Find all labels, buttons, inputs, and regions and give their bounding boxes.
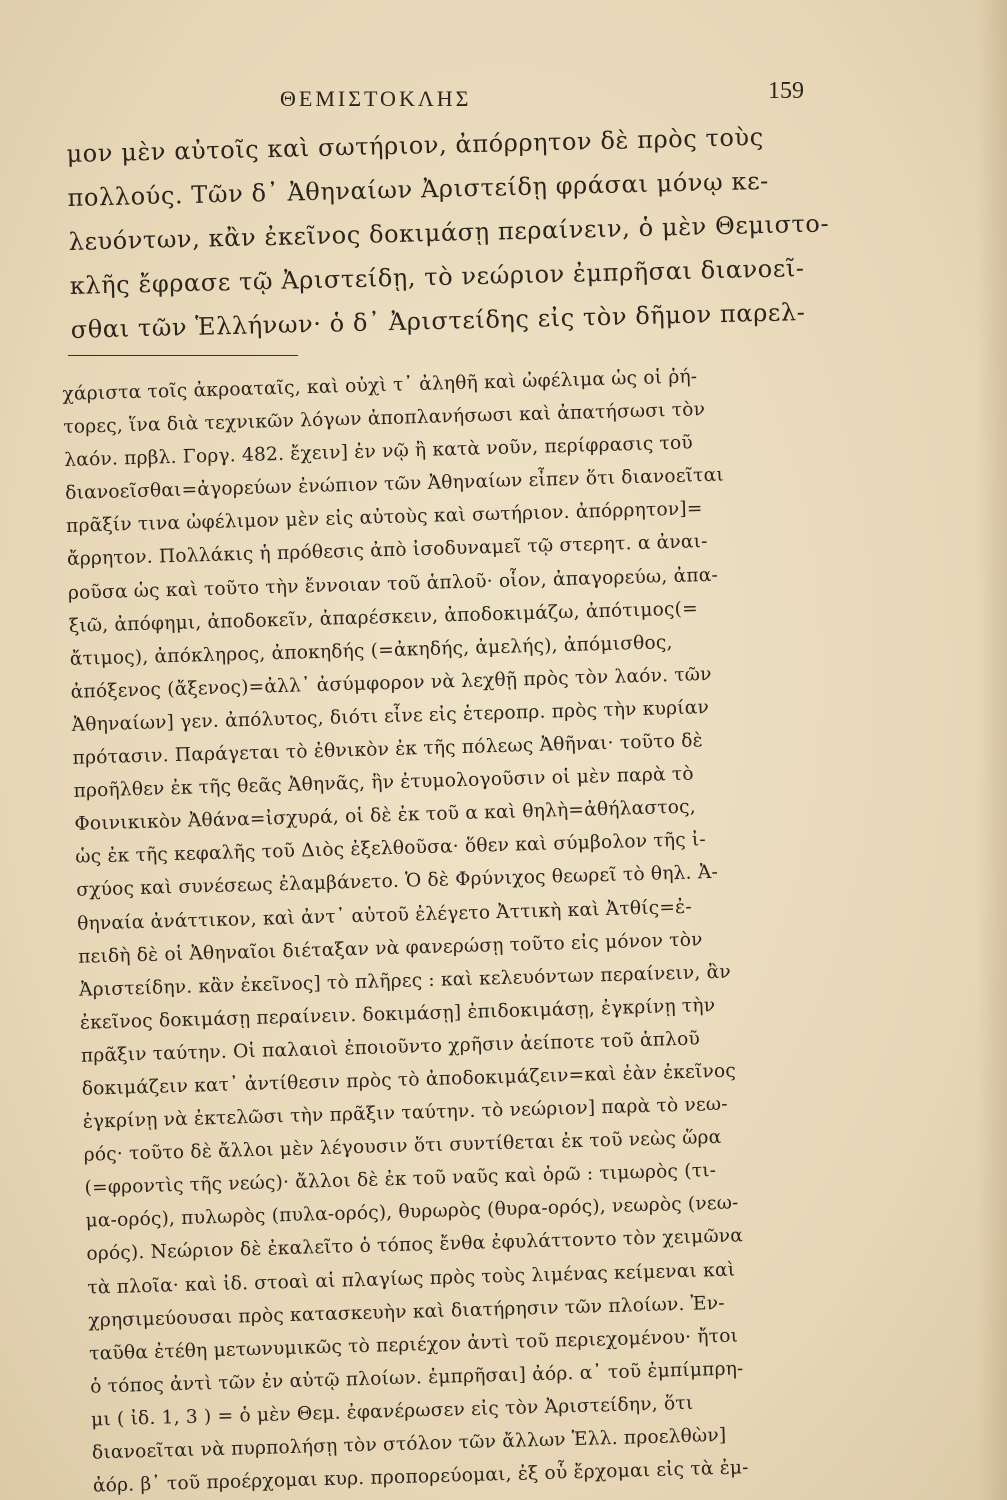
note-line: ξιῶ, ἀπόφημι, ἀποδοκεῖν, ἀπαρέσκειν, ἀποδοκιμάζω, ἀπότιμος(=: [68, 597, 699, 637]
note-line: προῆλθεν ἐκ τῆς θεᾶς Ἀθηνᾶς, ἣν ἐτυμολογοῦσιν οἱ μὲν παρὰ τὸ: [73, 763, 695, 802]
note-line: ἀπόξενος (ἄξενος)=ἀλλ᾽ ἀσύμφορον νὰ λεχθῇ πρὸς τὸν λαόν. τῶν: [70, 663, 712, 703]
main-text-line: λευόντων, κἂν ἐκεῖνος δοκιμάσῃ περαίνειν, ὁ μὲν Θεμιστο-: [68, 209, 830, 256]
note-line: (=φροντὶς τῆς νεώς)· ἄλλοι δὲ ἐκ τοῦ ναῦς καὶ ὁρῶ : τιμωρὸς (τι-: [84, 1160, 717, 1199]
note-line: ἀόρ. β᾽ τοῦ προέρχομαι κυρ. προπορεύομαι, ἐξ οὗ ἔρχομαι εἰς τὰ ἐμ-: [92, 1457, 749, 1497]
main-text-line: σθαι τῶν Ἑλλήνων· ὁ δ᾽ Ἀριστείδης εἰς τὸν δῆμον παρελ-: [70, 297, 806, 344]
main-text-line: μον μὲν αὐτοῖς καὶ σωτήριον, ἀπόρρητον δὲ πρὸς τοὺς: [66, 122, 764, 168]
note-line: Φοινικικὸν Ἀθάνα=ἰσχυρά, οἱ δὲ ἐκ τοῦ α καὶ θηλὴ=ἀθήλαστος,: [74, 796, 697, 836]
note-line: ορός). Νεώριον δὲ ἐκαλεῖτο ὁ τόπος ἔνθα ἐφυλάττοντο τὸν χειμῶνα: [86, 1225, 744, 1266]
note-line: ἄτιμος), ἀπόκληρος, ἀποκηδής (=ἀκηδής, ἀμελής), ἀπόμισθος,: [69, 631, 673, 670]
note-line: ἄρρητον. Πολλάκις ἡ πρόθεσις ἀπὸ ἰσοδυναμεῖ τῷ στερητ. α ἀναι-: [66, 531, 708, 571]
main-text: [66, 114, 830, 352]
note-line: πρᾶξίν τινα ὠφέλιμον μὲν εἰς αὐτοὺς καὶ σωτήριον. ἀπόρρητον]=: [65, 498, 703, 538]
note-line: ρός· τοῦτο δὲ ἄλλοι μὲν λέγουσιν ὅτι συντίθεται ἐκ τοῦ νεὼς ὥρα: [83, 1127, 722, 1166]
note-line: χάριστα τοῖς ἀκροαταῖς, καὶ οὐχὶ τ᾽ ἀληθῆ καὶ ὠφέλιμα ὡς οἱ ῥή-: [62, 366, 698, 405]
note-line: Ἀριστείδην. κἂν ἐκεῖνος] τὸ πλῆρες : καὶ κελευόντων περαίνειν, ἂν: [78, 961, 732, 1001]
note-line: ἐγκρίνῃ νὰ ἐκτελῶσι τὴν πρᾶξιν ταύτην. τὸ νεώριον] παρὰ τὸ νεω-: [82, 1093, 728, 1133]
running-title: ΘΕΜΙΣΤΟΚΛΗΣ: [280, 86, 472, 111]
commentary-notes: [62, 357, 828, 1500]
note-line: ἐκεῖνος δοκιμάσῃ περαίνειν. δοκιμάσῃ] ἐπιδοκιμάσῃ, ἐγκρίνῃ τὴν: [79, 994, 716, 1034]
main-text-line: κλῆς ἔφρασε τῷ Ἀριστείδῃ, τὸ νεώριον ἐμπρῆσαι διανοεῖ-: [69, 254, 805, 300]
note-line: λαόν. πρβλ. Γοργ. 482. ἔχειν] ἐν νῷ ἢ κατὰ νοῦν, περίφρασις τοῦ: [64, 432, 694, 472]
note-line: ροῦσα ὡς καὶ τοῦτο τὴν ἔννοιαν τοῦ ἁπλοῦ· οἷον, ἀπαγορεύω, ἀπα-: [67, 564, 719, 604]
note-line: δοκιμάζειν κατ᾽ ἀντίθεσιν πρὸς τὸ ἀποδοκιμάζειν=καὶ ἐὰν ἐκεῖνος: [81, 1060, 737, 1100]
note-line: ὡς ἐκ τῆς κεφαλῆς τοῦ Διὸς ἐξελθοῦσα· ὅθεν καὶ σύμβολον τῆς ἰ-: [75, 829, 707, 869]
note-line: πειδὴ δὲ οἱ Ἀθηναῖοι διέταξαν νὰ φανερώσῃ τοῦτο εἰς μόνον τὸν: [77, 928, 703, 968]
note-line: διανοεῖται νὰ πυρπολήσῃ τὸν στόλον τῶν ἄλλων Ἑλλ. προελθὼν]: [91, 1424, 727, 1464]
note-line: πρότασιν. Παράγεται τὸ ἐθνικὸν ἐκ τῆς πόλεως Ἀθῆναι· τοῦτο δὲ: [72, 730, 704, 769]
note-line: μι ( ἰδ. 1, 3 ) = ὁ μὲν Θεμ. ἐφανέρωσεν εἰς τὸν Ἀριστείδην, ὅτι: [90, 1392, 694, 1431]
note-line: θηναία ἀνάττικον, καὶ ἀντ᾽ αὐτοῦ ἐλέγετο Ἀττικὴ καὶ Ἀτθίς=ἐ-: [76, 896, 693, 935]
note-line: τὰ πλοῖα· καὶ ἰδ. στοαὶ αἱ πλαγίως πρὸς τοὺς λιμένας κείμεναι καὶ: [87, 1259, 736, 1299]
note-line: Ἀθηναίων] γεν. ἀπόλυτος, διότι εἶνε εἰς ἑτεροπρ. πρὸς τὴν κυρίαν: [71, 697, 710, 736]
footnote-rule: [68, 355, 298, 356]
note-line: χρησιμεύουσαι πρὸς κατασκευὴν καὶ διατήρησιν τῶν πλοίων. Ἐν-: [88, 1292, 725, 1332]
page-edge-shade: [977, 0, 1007, 1500]
note-line: τορες, ἵνα διὰ τεχνικῶν λόγων ἀποπλανήσωσι καὶ ἀπατήσωσι τὸν: [63, 399, 706, 439]
note-line: ὁ τόπος ἀντὶ τῶν ἐν αὐτῷ πλοίων. ἐμπρῆσαι] ἀόρ. α᾽ τοῦ ἐμπίμπρη-: [89, 1358, 744, 1398]
note-line: σχύος καὶ συνέσεως ἐλαμβάνετο. Ὁ δὲ Φρύνιχος θεωρεῖ τὸ θηλ. Ἀ-: [76, 862, 719, 902]
note-line: διανοεῖσθαι=ἀγορεύων ἐνώπιον τῶν Ἀθηναίων εἶπεν ὅτι διανοεῖται: [64, 464, 725, 505]
note-line: πρᾶξιν ταύτην. Οἱ παλαιοὶ ἐποιοῦντο χρῆσιν ἀείποτε τοῦ ἁπλοῦ: [80, 1028, 701, 1067]
note-line: ταῦθα ἐτέθη μετωνυμικῶς τὸ περιέχον ἀντὶ τοῦ περιεχομένου· ἤτοι: [88, 1325, 739, 1365]
page-number: 159: [768, 78, 804, 104]
note-line: μα-ορός), πυλωρὸς (πυλα-ορός), θυρωρὸς (θυρα-ορός), νεωρὸς (νεω-: [85, 1192, 739, 1233]
running-head: [0, 78, 1007, 118]
main-text-line: πολλούς. Τῶν δ᾽ Ἀθηναίων Ἀριστείδῃ φράσαι μόνῳ κε-: [67, 166, 770, 212]
